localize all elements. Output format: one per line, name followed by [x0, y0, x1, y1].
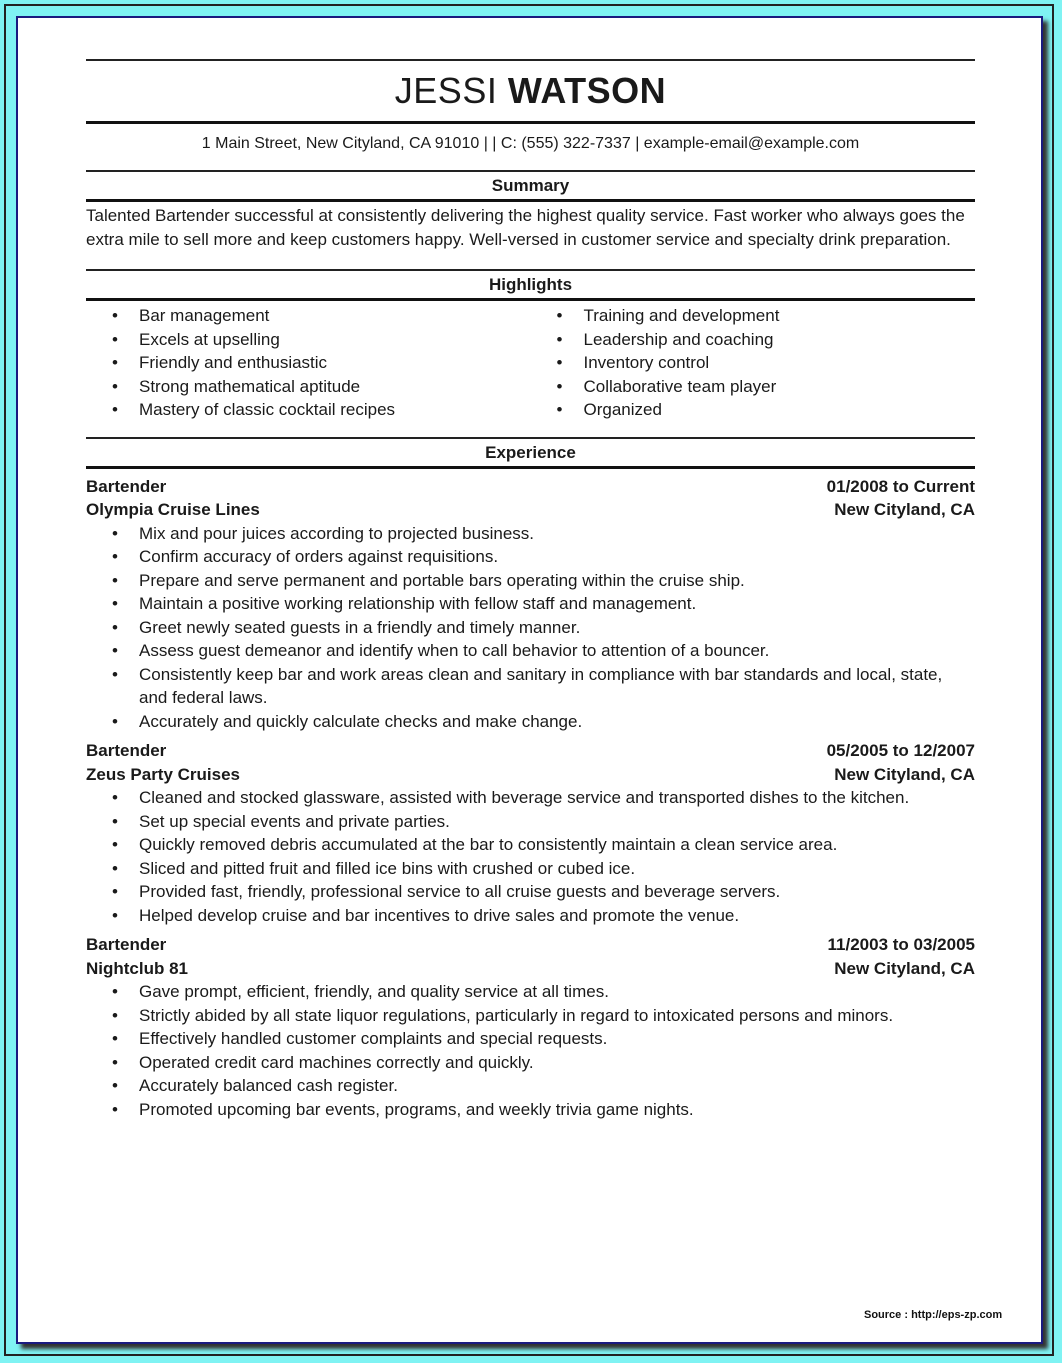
- bullet-item: • Mastery of classic cocktail recipes: [86, 398, 531, 422]
- bullet-item: • Accurately balanced cash register.: [86, 1074, 975, 1098]
- bullet-item: • Sliced and pitted fruit and filled ice bins with crushed or cubed ice.: [86, 857, 975, 881]
- company-name: Nightclub 81: [86, 958, 189, 978]
- bullet-item: • Friendly and enthusiastic: [86, 351, 531, 375]
- job-duties: [86, 786, 975, 927]
- job-dates: 11/2003 to 03/2005: [827, 935, 975, 954]
- bullet-item: • Organized: [531, 398, 976, 422]
- bullet-item: • Helped develop cruise and bar incentives to drive sales and promote the venue.: [86, 904, 975, 928]
- resume-content: [86, 0, 975, 1121]
- job-company-row: [86, 957, 975, 981]
- bullet-item: • Effectively handled customer complaints and special requests.: [86, 1027, 975, 1051]
- bullet-item: • Set up special events and private parties.: [86, 810, 975, 834]
- bullet-item: • Assess guest demeanor and identify when to call behavior to attention of a bouncer.: [86, 639, 975, 663]
- company-name: Olympia Cruise Lines: [86, 500, 260, 519]
- divider: [86, 298, 975, 301]
- job-duties: [86, 980, 975, 1121]
- bullet-item: • Strictly abided by all state liquor regulations, particularly in regard to intoxicated persons and minors.: [86, 1004, 975, 1028]
- experience-list: [86, 475, 975, 1122]
- bullet-item: • Cleaned and stocked glassware, assisted with beverage service and transported dishes to the kitchen.: [86, 786, 975, 810]
- bullet-item: • Quickly removed debris accumulated at the bar to consistently maintain a clean service area.: [86, 833, 975, 857]
- job-location: New Cityland, CA: [834, 958, 975, 978]
- last-name: WATSON: [507, 70, 667, 111]
- bullet-item: • Promoted upcoming bar events, programs, and weekly trivia game nights.: [86, 1098, 975, 1122]
- bullet-item: • Strong mathematical aptitude: [86, 375, 531, 399]
- job-title-row: [86, 739, 975, 763]
- bullet-item: • Training and development: [531, 304, 976, 328]
- experience-heading: Experience: [485, 442, 576, 462]
- job-dates: 05/2005 to 12/2007: [826, 741, 975, 760]
- job-location: New Cityland, CA: [834, 764, 975, 784]
- job-entry: [86, 933, 975, 1121]
- job-title-row: [86, 475, 975, 499]
- job-location: New Cityland, CA: [834, 500, 975, 519]
- bullet-item: • Leadership and coaching: [531, 328, 976, 352]
- job-title: Bartender: [86, 476, 167, 496]
- company-name: Zeus Party Cruises: [86, 764, 241, 784]
- bullet-item: • Greet newly seated guests in a friendly and timely manner.: [86, 616, 975, 640]
- job-duties: [86, 522, 975, 734]
- divider: [86, 199, 975, 202]
- bullet-item: • Excels at upselling: [86, 328, 531, 352]
- first-name: JESSI: [394, 70, 498, 111]
- candidate-name: [86, 61, 975, 121]
- job-company-row: [86, 763, 975, 787]
- highlights-right: [531, 304, 976, 422]
- highlights-list: [86, 304, 975, 422]
- bullet-item: • Gave prompt, efficient, friendly, and quality service at all times.: [86, 980, 975, 1004]
- job-title-row: [86, 933, 975, 957]
- job-dates: 01/2008 to Current: [826, 476, 975, 496]
- job-title: Bartender: [86, 935, 167, 954]
- job-entry: [86, 475, 975, 734]
- bullet-item: • Operated credit card machines correctly and quickly.: [86, 1051, 975, 1075]
- bullet-item: • Mix and pour juices according to projected business.: [86, 522, 975, 546]
- bullet-item: • Prepare and serve permanent and portable bars operating within the cruise ship.: [86, 569, 975, 593]
- job-entry: [86, 739, 975, 927]
- bullet-item: • Consistently keep bar and work areas clean and sanitary in compliance with bar standards and local, state, and federal laws.: [86, 663, 975, 710]
- source-caption: Source : http://eps-zp.com: [864, 1309, 1003, 1321]
- bullet-item: • Bar management: [86, 304, 531, 328]
- summary-heading: Summary: [491, 176, 570, 195]
- job-title: Bartender: [86, 741, 167, 760]
- divider: [86, 466, 975, 469]
- bullet-item: • Confirm accuracy of orders against requisitions.: [86, 545, 975, 569]
- summary-text: Talented Bartender successful at consistently delivering the highest quality service. Fast worker who always goes the extra mile to sell more and keep customers happy. Well-versed in customer service and specialty drink preparation.: [86, 206, 965, 249]
- bullet-item: • Maintain a positive working relationship with fellow staff and management.: [86, 592, 975, 616]
- bullet-item: • Collaborative team player: [531, 375, 976, 399]
- contact-info: 1 Main Street, New Cityland, CA 91010 | | C: (555) 322-7337 | example-email@example.com: [201, 135, 860, 152]
- highlights-heading: Highlights: [488, 275, 573, 294]
- job-company-row: [86, 498, 975, 522]
- bullet-item: • Accurately and quickly calculate checks and make change.: [86, 710, 975, 734]
- bullet-item: • Inventory control: [531, 351, 976, 375]
- highlights-left: [86, 304, 531, 422]
- bullet-item: • Provided fast, friendly, professional service to all cruise guests and beverage servers.: [86, 880, 975, 904]
